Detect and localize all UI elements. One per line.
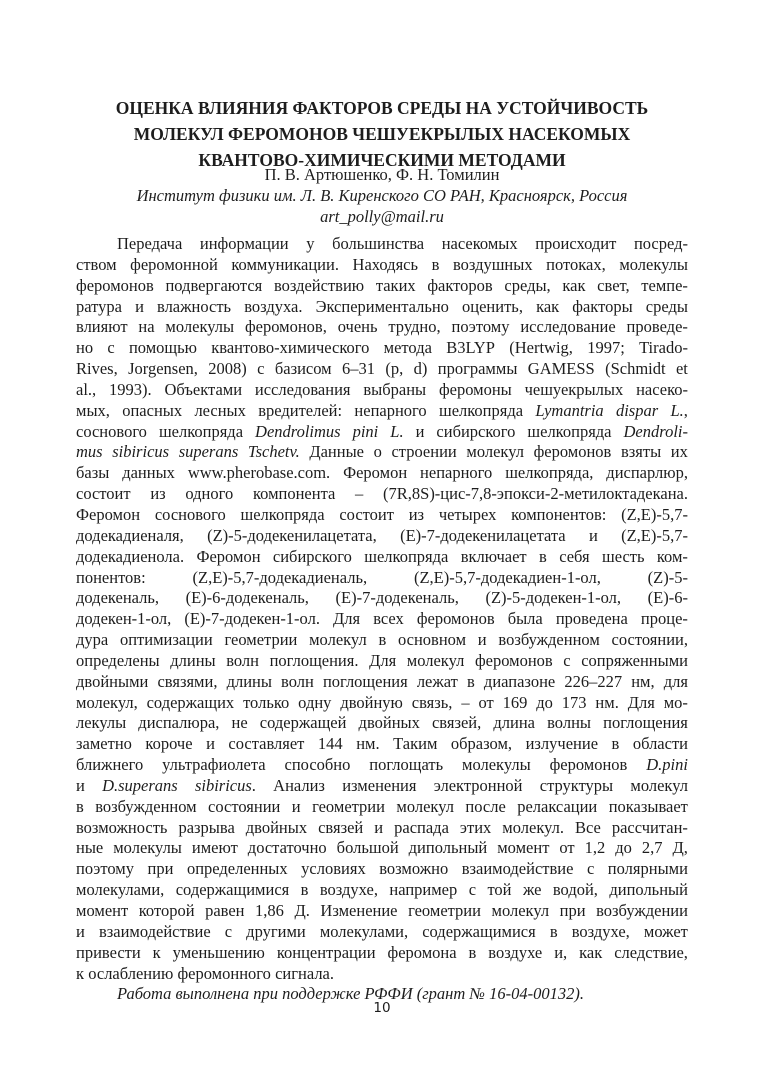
- body-line: влияют на молекулы феромонов, очень трудно, поэтому исследование проведе-: [76, 317, 688, 337]
- body-line: но с помощью квантово-химического метода B3LYP (Hertwig, 1997; Tirado-: [76, 338, 688, 358]
- body-line: базы данных www.pherobase.com. Феромон непарного шелкопряда, диспарлюр,: [76, 463, 688, 483]
- body-line: Феромон соснового шелкопряда состоит из четырех компонентов: (Z,E)-5,7-: [76, 504, 688, 524]
- body-line: и D.superans sibiricus. Анализ изменения электронной структуры молекул: [76, 775, 688, 795]
- body-line: Rives, Jorgensen, 2008) с базисом 6–31 (p, d) программы GAMESS (Schmidt et: [76, 359, 688, 379]
- body-line: додекадиеналя, (Z)-5-додекенилацетата, (E)-7-додекенилацетата и (Z,E)-5,7-: [76, 525, 688, 545]
- body-line: лекулы диспалюра, не содержащей двойных связей, длина волны поглощения: [76, 713, 688, 733]
- body-line: al., 1993). Объектами исследования выбраны феромоны чешуекрылых насеко-: [76, 379, 688, 399]
- body-line: дура оптимизации геометрии молекул в основном и возбужденном состоянии,: [76, 630, 688, 650]
- abstract-body: [76, 234, 688, 984]
- body-line: привести к уменьшению концентрации феромона в воздухе и, как следствие,: [76, 942, 688, 962]
- body-line: к ослаблению феромонного сигнала.: [76, 963, 334, 983]
- body-line: момент которой равен 1,86 Д. Изменение геометрии молекул при возбуждении: [76, 901, 688, 920]
- body-line: в возбужденном состоянии и геометрии молекул после релаксации показывает: [76, 796, 688, 816]
- authors-line: П. В. Артюшенко, Ф. Н. Томилин: [264, 165, 500, 184]
- body-line: ближнего ультрафиолета способно поглощать молекулы феромонов D.pini: [76, 755, 688, 775]
- paper-title-line-1: ОЦЕНКА ВЛИЯНИЯ ФАКТОРОВ СРЕДЫ НА УСТОЙЧИВОСТЬ: [115, 98, 649, 118]
- body-line: молекулами, содержащимися в воздухе, например с той же водой, дипольный: [76, 880, 688, 900]
- body-line: додекадиенола. Феромон сибирского шелкопряда включает в себя шесть ком-: [76, 546, 688, 566]
- body-line: состоит из одного компонента – (7R,8S)-цис-7,8-эпокси-2-метилоктадекана.: [76, 484, 688, 504]
- body-line: и взаимодействие с другими молекулами, содержащимися в воздухе, может: [76, 921, 688, 941]
- body-line: mus sibiricus superans Tschetv. Данные о строении молекул феромонов взяты их: [76, 442, 688, 462]
- body-line: додекен-1-ол, (E)-7-додекен-1-ол. Для всех феромонов была проведена проце-: [76, 609, 688, 629]
- body-line: ные молекулы имеют достаточно большой дипольный момент от 1,2 до 2,7 Д,: [76, 838, 688, 858]
- paper-title-line-3: КВАНТОВО-ХИМИЧЕСКИМИ МЕТОДАМИ: [198, 150, 566, 170]
- body-line: додекеналь, (E)-6-додекеналь, (E)-7-додекеналь, (Z)-5-додекен-1-ол, (E)-6-: [76, 588, 688, 608]
- body-line: молекул, содержащих только одну двойную связь, – от 169 до 173 нм. Для мо-: [76, 692, 688, 712]
- page-number: 10: [373, 1000, 391, 1016]
- body-line: поэтому при определенных условиях возможно взаимодействие с полярными: [76, 859, 688, 879]
- paper-title: [76, 95, 688, 173]
- acknowledgment-line: Работа выполнена при поддержке РФФИ (грант № 16-04-00132).: [117, 984, 584, 1003]
- body-line: возможность разрыва двойных связей и распада этих молекул. Все рассчитан-: [76, 817, 688, 837]
- body-line: определены длины волн поглощения. Для молекул феромонов с сопряженными: [76, 650, 688, 670]
- body-line: заметно короче и составляет 144 нм. Таким образом, излучение в области: [76, 734, 688, 754]
- body-line: понентов: (Z,E)-5,7-додекадиеналь, (Z,E)-5,7-додекадиен-1-ол, (Z)-5-: [76, 567, 688, 587]
- paper-title-line-2: МОЛЕКУЛ ФЕРОМОНОВ ЧЕШУЕКРЫЛЫХ НАСЕКОМЫХ: [133, 124, 631, 144]
- body-line: двойными связями, длины волн поглощения лежат в диапазоне 226–227 нм, для: [76, 671, 688, 691]
- body-line: мых, опасных лесных вредителей: непарного шелкопряда Lymantria dispar L.,: [76, 400, 688, 420]
- body-line: феромонов подвергаются воздействию таких факторов среды, как свет, темпе-: [76, 275, 688, 295]
- body-line: Передача информации у большинства насекомых происходит посред-: [117, 234, 688, 253]
- email-line: art_polly@mail.ru: [320, 207, 444, 226]
- body-line: ратура и влажность воздуха. Экспериментально оценить, как факторы среды: [76, 296, 688, 316]
- body-line: соснового шелкопряда Dendrolimus pini L. и сибирского шелкопряда Dendroli-: [76, 421, 688, 441]
- affiliation-line: Институт физики им. Л. В. Киренского СО РАН, Красноярск, Россия: [136, 186, 628, 205]
- body-line: ством феромонной коммуникации. Находясь в воздушных потоках, молекулы: [76, 254, 688, 274]
